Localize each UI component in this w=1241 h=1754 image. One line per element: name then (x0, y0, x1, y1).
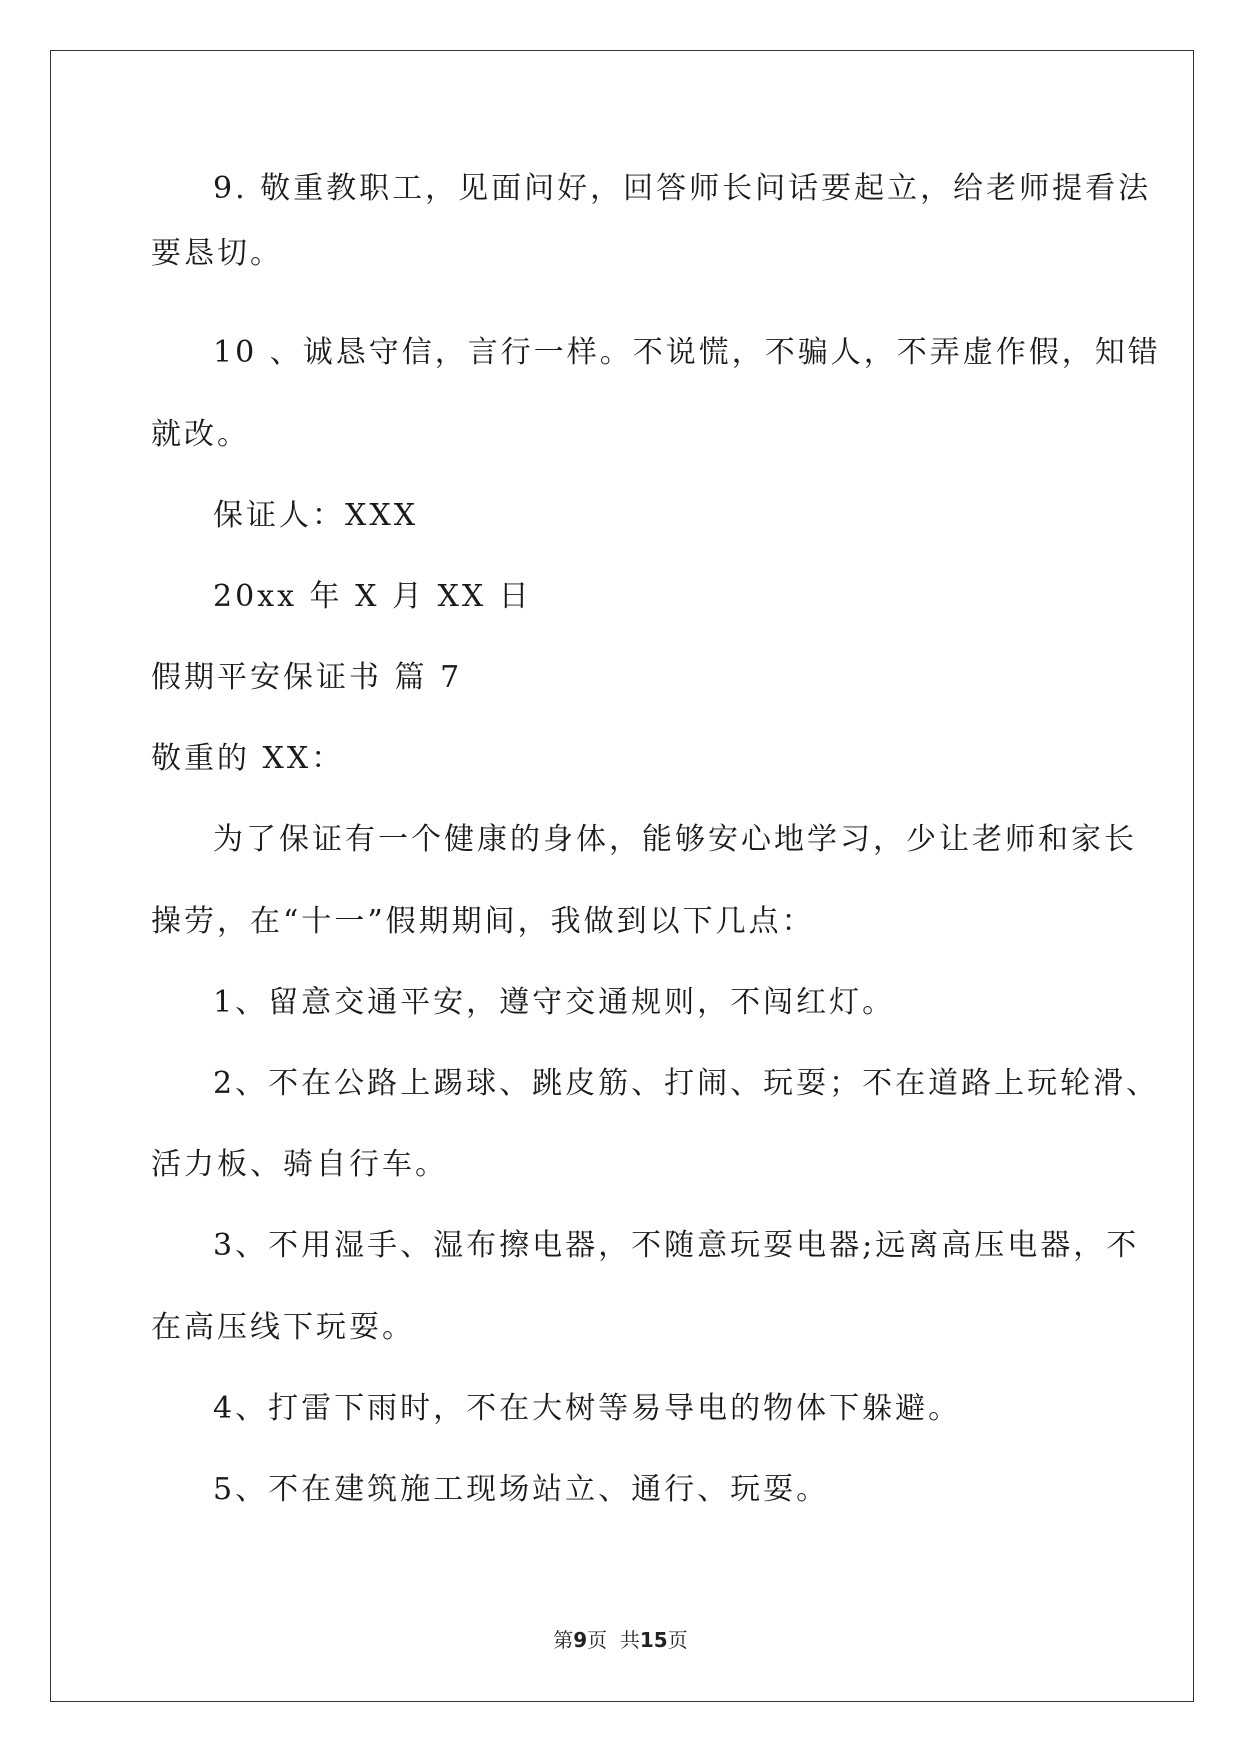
text-line: 操劳，在“十一”假期期间，我做到以下几点： (151, 904, 815, 939)
text-line: 为了保证有一个健康的身体，能够安心地学习，少让老师和家长 (213, 822, 1137, 857)
text-line: 要恳切。 (151, 236, 283, 271)
text-line: 在高压线下玩耍。 (151, 1310, 415, 1345)
page-current: 9 (573, 1628, 588, 1652)
date-line: 20xx 年 X 月 XX 日 (213, 579, 532, 614)
text-line: 9. 敬重教职工，见面问好，回答师长问话要起立，给老师提看法 (213, 171, 1152, 206)
list-item: 2、不在公路上踢球、跳皮筋、打闹、玩耍；不在道路上玩轮滑、 (213, 1066, 1160, 1101)
signatory-line: 保证人：XXX (213, 498, 419, 533)
page-total: 15 (639, 1628, 668, 1652)
text-line: 活力板、骑自行车。 (151, 1147, 448, 1182)
list-item: 4、打雷下雨时，不在大树等易导电的物体下躲避。 (213, 1391, 962, 1426)
page-border (50, 50, 1194, 1702)
salutation: 敬重的 XX： (151, 741, 345, 776)
page-suffix: 页 (667, 1628, 688, 1652)
list-item: 1、留意交通平安，遵守交通规则，不闯红灯。 (213, 985, 896, 1020)
section-heading: 假期平安保证书 篇 7 (151, 660, 463, 695)
list-item: 3、不用湿手、湿布擦电器，不随意玩耍电器;远离高压电器，不 (213, 1228, 1140, 1263)
text-line: 10 、诚恳守信，言行一样。不说慌，不骗人，不弄虚作假，知错 (213, 335, 1161, 370)
page-footer (0, 1627, 1241, 1653)
text-line: 就改。 (151, 417, 250, 452)
list-item: 5、不在建筑施工现场站立、通行、玩耍。 (213, 1472, 830, 1507)
page-prefix: 第 (553, 1628, 574, 1652)
page-mid: 页 共 (587, 1628, 640, 1652)
